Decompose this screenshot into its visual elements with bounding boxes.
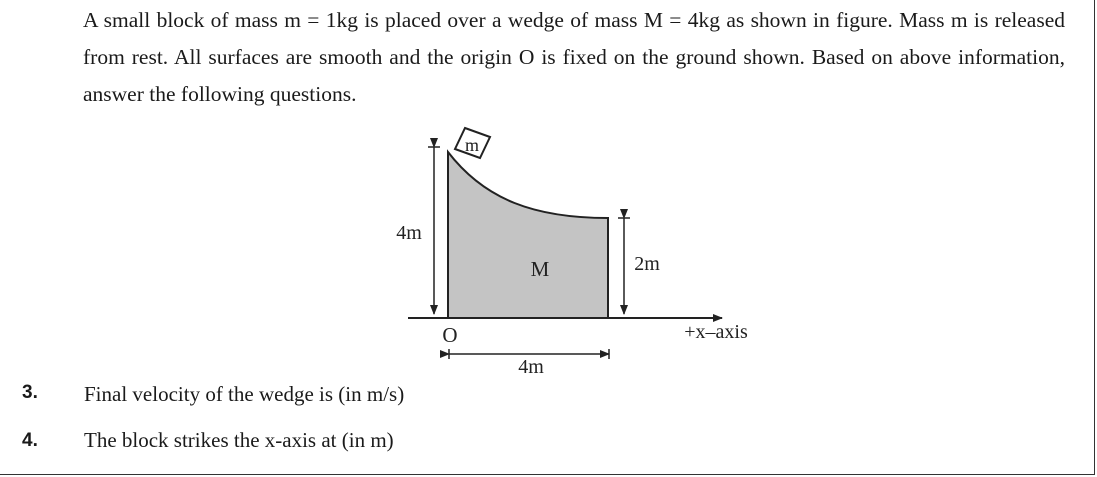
question-text: The block strikes the x-axis at (in m) [84, 428, 394, 452]
right-height-label: 2m [634, 253, 660, 275]
block-label: m [464, 135, 480, 155]
question-number: 4. [22, 430, 38, 451]
width-dimension [449, 349, 609, 378]
right-height-dimension [618, 218, 660, 314]
question-number: 3. [22, 382, 38, 403]
left-height-label: 4m [396, 222, 422, 244]
block [455, 128, 490, 158]
origin-label: O [442, 323, 458, 347]
question-text: Final velocity of the wedge is (in m/s) [84, 382, 405, 406]
problem-passage: A small block of mass m = 1kg is placed over a wedge of mass M = 4kg as shown in figure. Mass m is released from rest. All surfaces are smooth and the origin O is fixed on the ground shown. Based on above information, answer the following questions. [83, 8, 1065, 106]
width-label: 4m [518, 356, 544, 378]
x-axis-label: +x–axis [684, 321, 748, 343]
wedge-body [448, 152, 608, 318]
left-height-dimension [396, 147, 440, 314]
wedge-label: M [530, 257, 550, 281]
